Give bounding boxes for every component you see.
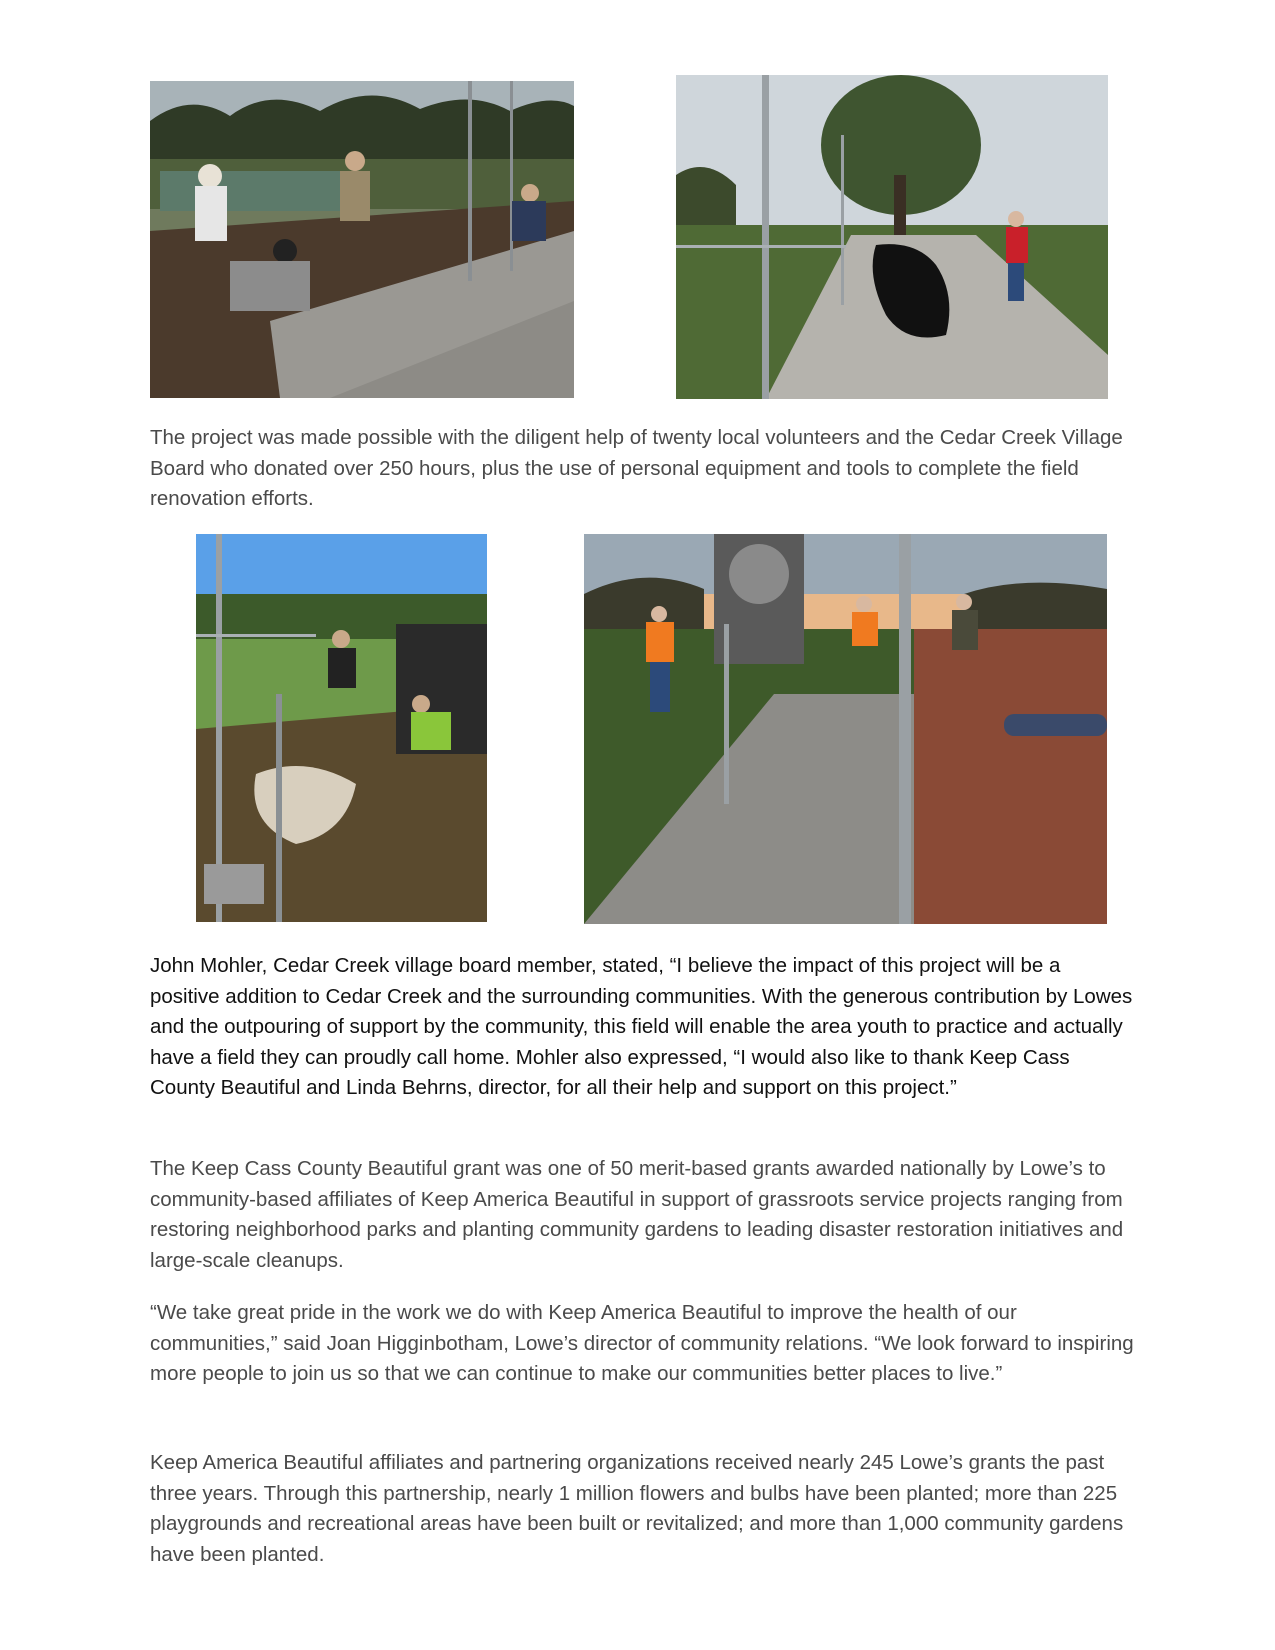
photo-concrete-truck-pour [584, 534, 1107, 924]
paragraph-higginbotham-quote: “We take great pride in the work we do with Keep America Beautiful to improve the health of our communities,” said Joan Higginbotham, Lowe’s director of community relations. “We look forward to inspiring more people to join us so that we can continue to make our communities better places to live.” [150, 1301, 1134, 1385]
paragraph-volunteers: The project was made possible with the diligent help of twenty local volunteers and the Cedar Creek Village Board who donated over 250 hours, plus the use of personal equipment and tools to complete the field renovation efforts. [150, 426, 1123, 510]
photo-finished-concrete-walkway [676, 75, 1108, 399]
paragraph-grant: The Keep Cass County Beautiful grant was one of 50 merit-based grants awarded nationally by Lowe’s to community-based affiliates of Keep America Beautiful in support of grassroots service projects ranging from restoring neighborhood parks and planting community gardens to leading disaster restoration initiatives and large-scale cleanups. [150, 1157, 1124, 1272]
paragraph-affiliates: Keep America Beautiful affiliates and partnering organizations received nearly 245 Lowe’s grants the past three years. Through this partnership, nearly 1 million flowers and bulbs have been planted; more than 225 playgrounds and recreational areas have been built or revitalized; and more than 1,000 community gardens have been planted. [150, 1451, 1124, 1566]
paragraph-mohler-quote: John Mohler, Cedar Creek village board member, stated, “I believe the impact of this project will be a positive addition to Cedar Creek and the surrounding communities. With the generous contribution by Lowes and the outpouring of support by the community, this field will enable the area youth to practice and actually have a field they can proudly call home. Mohler also expressed, “I would also like to thank Keep Cass County Beautiful and Linda Behrns, director, for all their help and support on this project.” [150, 954, 1133, 1099]
photo-digging-by-fence [196, 534, 487, 922]
photo-volunteers-screeding-concrete [150, 81, 574, 398]
